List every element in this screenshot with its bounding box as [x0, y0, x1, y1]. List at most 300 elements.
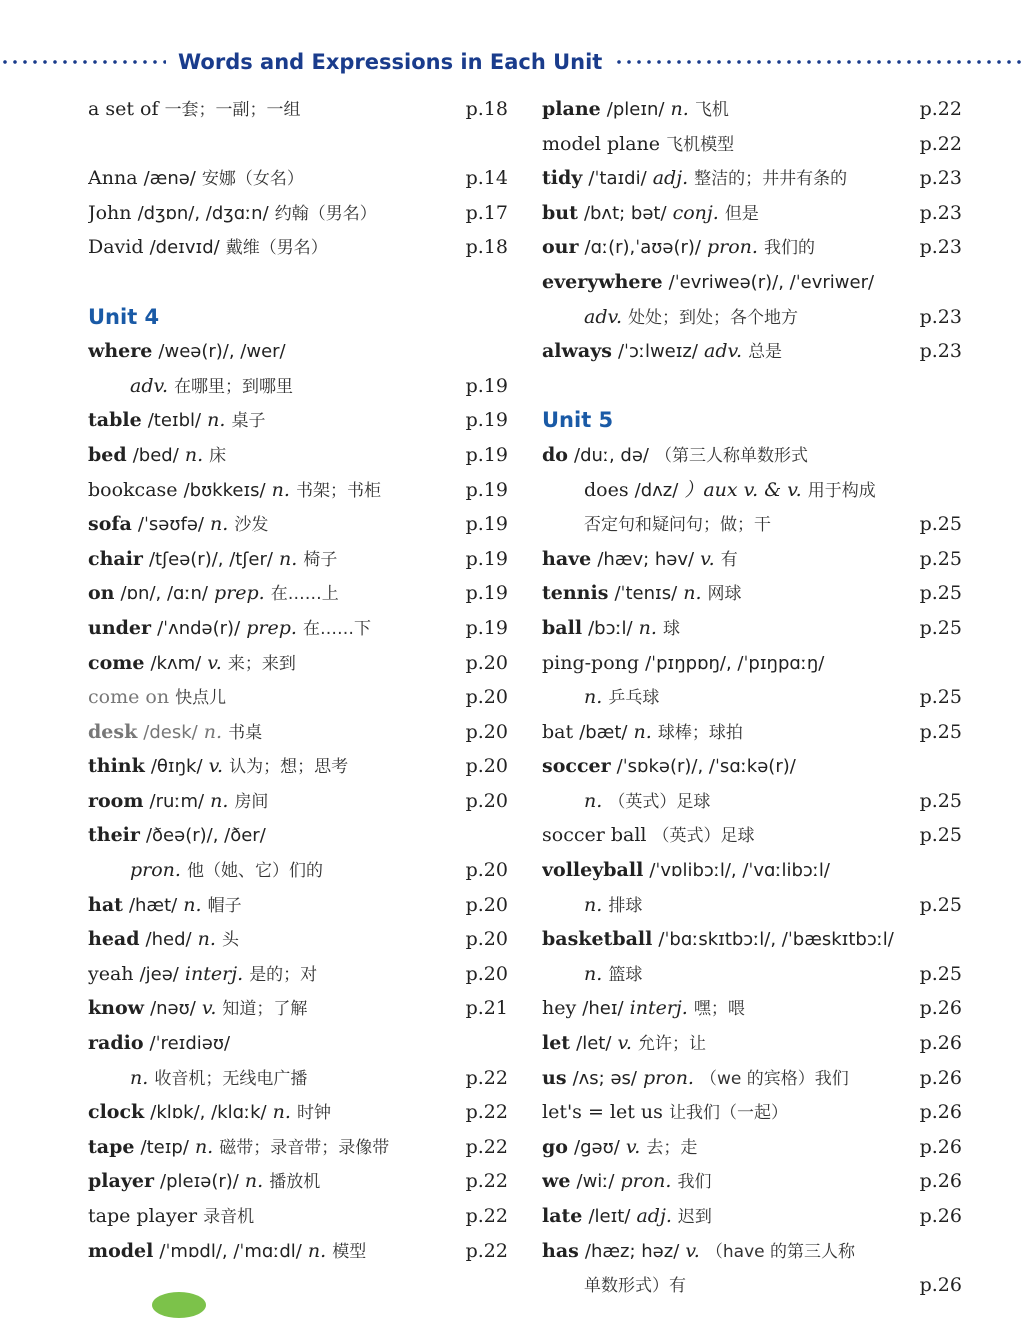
- headword: come on: [88, 686, 170, 709]
- headword: let: [542, 1032, 571, 1055]
- entry-text: [88, 957, 508, 993]
- part-of-speech: v.: [207, 651, 222, 674]
- part-of-speech: pron.: [130, 859, 181, 882]
- page-reference: p.25: [919, 513, 962, 536]
- entry-text: [88, 403, 508, 439]
- entry-text: [88, 438, 508, 474]
- phonetic: /hæv; həv/: [597, 548, 695, 570]
- definition: 让我们（一起）: [668, 1103, 788, 1124]
- phonetic: /teɪp/: [140, 1136, 189, 1158]
- definition: 球: [662, 618, 680, 639]
- headword: we: [542, 1170, 571, 1193]
- phonetic: /deɪvɪd/: [149, 237, 220, 259]
- headword: where: [88, 340, 153, 363]
- header-dots-left: [0, 59, 166, 65]
- vocab-entry: [542, 1199, 962, 1234]
- definition: 但是: [724, 203, 759, 224]
- definition: 来；来到: [227, 653, 296, 674]
- vocab-entry: [542, 265, 962, 300]
- headword: head: [88, 928, 140, 951]
- definition: 录音机: [203, 1207, 255, 1227]
- unit-title: Unit 4: [88, 304, 160, 329]
- headword: player: [88, 1170, 154, 1193]
- phonetic: /dʌz/: [634, 479, 679, 501]
- headword: Anna: [88, 167, 138, 190]
- page-reference: p.26: [919, 1274, 962, 1297]
- page-reference: p.19: [465, 547, 508, 570]
- vocab-entry: [88, 1026, 508, 1061]
- entry-text: [88, 196, 508, 232]
- headword: table: [88, 409, 142, 432]
- entry-text: [542, 818, 962, 854]
- entry-text: [88, 369, 508, 405]
- vocab-entry: [88, 1234, 508, 1269]
- headword: soccer: [542, 755, 611, 778]
- phonetic: /pleɪn/: [606, 99, 665, 120]
- vocab-entry: [88, 196, 508, 231]
- part-of-speech: pron.: [707, 236, 758, 259]
- vocab-entry: [88, 230, 508, 265]
- phonetic: /ˈreɪdiəʊ/: [149, 1033, 231, 1055]
- unit-heading: [542, 403, 962, 438]
- headword: David: [88, 236, 144, 259]
- headword: bat: [542, 720, 574, 743]
- vocab-entry: [542, 611, 962, 646]
- page-reference: p.26: [919, 1032, 962, 1055]
- page-reference: p.19: [465, 409, 508, 432]
- page-reference: p.23: [919, 167, 962, 190]
- part-of-speech: n.: [584, 962, 603, 985]
- phonetic: /ˈmɒdl/, /ˈmɑːdl/: [159, 1240, 302, 1262]
- page-reference: p.22: [465, 1066, 508, 1089]
- entry-text: [88, 991, 508, 1027]
- part-of-speech: n.: [584, 789, 603, 812]
- page-reference: p.17: [465, 201, 508, 224]
- page-reference: p.26: [919, 1066, 962, 1089]
- definition: 是的；对: [249, 964, 318, 985]
- entry-text: [88, 1199, 508, 1235]
- vocab-entry: [542, 1061, 962, 1096]
- vocab-entry: [88, 1199, 508, 1234]
- page-reference: p.22: [465, 1135, 508, 1158]
- phonetic: /klɒk/, /klɑːk/: [150, 1102, 267, 1124]
- entry-text: [542, 1026, 962, 1062]
- entry-text: [88, 853, 508, 889]
- part-of-speech: v.: [700, 547, 715, 570]
- entry-text: [542, 507, 962, 543]
- entry-text: [542, 196, 962, 232]
- phonetic: /hæz; həz/: [584, 1240, 680, 1262]
- vocab-entry: [88, 507, 508, 542]
- part-of-speech: n.: [203, 720, 223, 743]
- part-of-speech: n.: [130, 1066, 149, 1089]
- vocab-entry: [542, 576, 962, 611]
- phonetic: /duː, də/: [574, 444, 649, 466]
- page-reference: p.22: [919, 98, 962, 120]
- definition: 在……下: [302, 618, 371, 639]
- page-reference: p.22: [465, 1239, 508, 1262]
- part-of-speech: conj.: [672, 201, 719, 224]
- phonetic: /ænə/: [143, 168, 196, 190]
- entry-text: [542, 1268, 962, 1304]
- phonetic: /jeə/: [139, 963, 179, 985]
- entry-text: [88, 1061, 508, 1097]
- left-column: [88, 92, 508, 1268]
- header-dots-right: [614, 59, 1024, 65]
- phonetic: /wiː/: [576, 1171, 615, 1193]
- definition: 总是: [748, 342, 783, 363]
- phonetic: /ðeə(r)/, /ðer/: [145, 825, 266, 847]
- part-of-speech: n.: [683, 582, 702, 605]
- phonetic: /let/: [576, 1033, 612, 1055]
- entry-text: [88, 507, 508, 543]
- definition: 允许；让: [638, 1034, 707, 1055]
- page-reference: p.20: [465, 962, 508, 985]
- entry-text: [542, 922, 962, 958]
- vocab-entry: [88, 853, 508, 888]
- entry-text: [88, 1130, 508, 1166]
- definition: 我们: [677, 1172, 712, 1193]
- entry-text: [88, 1234, 508, 1270]
- definition: 篮球: [608, 964, 643, 985]
- vocab-entry: [88, 92, 508, 127]
- headword: yeah: [88, 962, 134, 985]
- definition: 房间: [234, 791, 269, 812]
- vocab-entry: [542, 300, 962, 335]
- vocab-entry: [88, 403, 508, 438]
- page-reference: p.21: [465, 997, 508, 1020]
- spacer: [88, 265, 508, 300]
- page-reference: p.20: [465, 893, 508, 916]
- headword: basketball: [542, 928, 653, 951]
- entry-text: [88, 161, 508, 197]
- phonetic: /bʌt; bət/: [583, 202, 667, 224]
- entry-text: [542, 784, 962, 820]
- phonetic: /bʊkkeɪs/: [183, 479, 266, 501]
- page-reference: p.19: [465, 513, 508, 536]
- part-of-speech: n.: [210, 789, 229, 812]
- phonetic: /ʌs; əs/: [572, 1067, 637, 1089]
- part-of-speech: interj.: [184, 962, 244, 985]
- vocab-entry: [88, 1061, 508, 1096]
- entry-text: [88, 473, 508, 509]
- phonetic: /heɪ/: [582, 998, 624, 1020]
- entry-text: [542, 1130, 962, 1166]
- phonetic: /ˈʌndə(r)/: [157, 617, 241, 639]
- entry-text: [542, 957, 962, 993]
- part-of-speech: n.: [271, 478, 290, 501]
- definition: 嘿；喂: [693, 999, 745, 1020]
- headword: tennis: [542, 582, 609, 605]
- entry-text: [542, 1164, 962, 1200]
- entry-text: [542, 542, 962, 578]
- vocab-entry: [542, 853, 962, 888]
- definition: （have 的第三人称: [705, 1241, 856, 1262]
- page-reference: p.25: [919, 547, 962, 570]
- page-reference: p.19: [465, 443, 508, 466]
- entry-text: [542, 161, 962, 197]
- part-of-speech: pron.: [620, 1170, 672, 1193]
- page-reference: p.19: [465, 374, 508, 397]
- definition: 否定句和疑问句；做；干: [584, 515, 771, 536]
- definition: 头: [221, 930, 239, 951]
- headword: know: [88, 997, 145, 1020]
- page-reference: p.20: [465, 789, 508, 812]
- definition: （英式）足球: [652, 826, 755, 847]
- page-reference: p.23: [919, 236, 962, 259]
- headword: hey: [542, 997, 577, 1020]
- phonetic: /ˈbɑːskɪtbɔːl/, /ˈbæskɪtbɔːl/: [658, 929, 894, 951]
- page-reference: p.22: [465, 1170, 508, 1193]
- entry-text: [542, 715, 962, 751]
- part-of-speech: n.: [197, 928, 216, 951]
- entry-text: [88, 1026, 508, 1062]
- phonetic: /gəʊ/: [574, 1136, 620, 1158]
- headword: late: [542, 1205, 583, 1227]
- part-of-speech: n.: [194, 1135, 214, 1158]
- headword: soccer ball: [542, 824, 647, 847]
- definition: 排球: [608, 895, 643, 916]
- entry-text: [88, 1164, 508, 1200]
- phonetic: /ˈsɒkə(r)/, /ˈsɑːkə(r)/: [616, 756, 796, 778]
- entry-text: [542, 334, 962, 370]
- part-of-speech: n.: [272, 1101, 291, 1124]
- headword: John: [88, 201, 132, 224]
- part-of-speech: n.: [244, 1170, 264, 1193]
- phonetic: /ɑː(r),ˈaʊə(r)/: [584, 237, 701, 259]
- vocab-entry: [88, 991, 508, 1026]
- headword: model: [88, 1239, 154, 1262]
- headword: a set of: [88, 98, 159, 120]
- headword: everywhere: [542, 270, 663, 293]
- vocab-entry: [88, 715, 508, 750]
- definition: 单数形式）有: [584, 1276, 686, 1297]
- page-reference: p.20: [465, 720, 508, 743]
- vocab-entry: [542, 957, 962, 992]
- right-column: [542, 92, 962, 1303]
- phonetic: /ˈvɒlibɔːl/, /ˈvɑːlibɔːl/: [649, 860, 830, 882]
- page-reference: p.25: [919, 686, 962, 709]
- part-of-speech: adj.: [636, 1205, 672, 1227]
- entry-text: [542, 680, 962, 716]
- headword: clock: [88, 1101, 145, 1124]
- page-reference: p.22: [919, 132, 962, 155]
- phonetic: /kʌm/: [150, 652, 202, 674]
- entry-text: [88, 646, 508, 682]
- vocab-entry: [542, 680, 962, 715]
- headword: come: [88, 651, 145, 674]
- vocab-entry: [542, 922, 962, 957]
- definition: 乒乓球: [608, 688, 660, 709]
- phonetic: /θɪŋk/: [150, 756, 203, 778]
- vocab-entry: [88, 888, 508, 923]
- headword: tape player: [88, 1205, 198, 1227]
- definition: 网球: [707, 584, 742, 605]
- entry-text: [88, 922, 508, 958]
- headword: model plane: [542, 132, 661, 155]
- definition: 戴维（男名）: [225, 238, 328, 259]
- entry-text: [542, 853, 962, 889]
- definition: 约翰（男名）: [274, 203, 377, 224]
- page-reference: p.18: [465, 236, 508, 259]
- phonetic: /ɒn/, /ɑːn/: [120, 583, 208, 605]
- phonetic: /nəʊ/: [150, 998, 196, 1020]
- page-reference: p.22: [465, 1205, 508, 1227]
- page-reference: p.25: [919, 616, 962, 639]
- headword: bookcase: [88, 478, 178, 501]
- phonetic: /ˈɔːlweɪz/: [617, 341, 698, 363]
- vocab-entry: [88, 818, 508, 853]
- part-of-speech: n.: [210, 513, 229, 536]
- entry-text: [542, 611, 962, 647]
- definition: 一套；一副；一组: [164, 100, 301, 120]
- phonetic: /tʃeə(r)/, /tʃer/: [148, 548, 273, 570]
- phonetic: /ˈtenɪs/: [614, 583, 678, 605]
- headword: plane: [542, 98, 601, 120]
- phonetic: /teɪbl/: [147, 410, 202, 432]
- definition: 时钟: [296, 1103, 331, 1124]
- headword: always: [542, 340, 612, 363]
- part-of-speech: n.: [279, 547, 298, 570]
- part-of-speech: adj.: [652, 167, 689, 190]
- entry-text: [88, 818, 508, 854]
- page-reference: p.20: [465, 686, 508, 709]
- headword: us: [542, 1066, 567, 1089]
- page-reference: p.26: [919, 997, 962, 1020]
- page-reference: p.20: [465, 928, 508, 951]
- phonetic: /dʒɒn/, /dʒɑːn/: [137, 202, 269, 224]
- page-reference: p.18: [465, 98, 508, 120]
- part-of-speech: n.: [584, 893, 603, 916]
- page-reference: p.14: [465, 167, 508, 190]
- definition: 椅子: [303, 549, 338, 570]
- headword: but: [542, 201, 578, 224]
- page-reference: p.23: [919, 340, 962, 363]
- definition: 在……上: [270, 584, 339, 605]
- definition: 床: [209, 445, 227, 466]
- part-of-speech: prep.: [214, 582, 265, 605]
- vocab-entry: [88, 646, 508, 681]
- part-of-speech: v.: [208, 755, 224, 778]
- vocab-entry: [88, 611, 508, 646]
- vocab-entry: [542, 438, 962, 473]
- vocab-entry: [542, 818, 962, 853]
- entry-text: [542, 576, 962, 612]
- phonetic: /ˈevriweə(r)/, /ˈevriwer/: [668, 271, 875, 293]
- headword: have: [542, 547, 592, 570]
- entry-text: [88, 92, 508, 128]
- headword: has: [542, 1239, 579, 1262]
- entry-text: [88, 1095, 508, 1131]
- page-reference: p.25: [919, 962, 962, 985]
- entry-text: [542, 1095, 962, 1131]
- entry-text: [542, 127, 962, 163]
- headword: desk: [88, 720, 138, 743]
- definition: 在哪里；到哪里: [174, 376, 294, 397]
- part-of-speech: pron.: [643, 1066, 694, 1089]
- vocab-entry: [542, 161, 962, 196]
- part-of-speech: v.: [625, 1135, 641, 1158]
- part-of-speech: interj.: [629, 997, 688, 1020]
- spacer: [88, 127, 508, 162]
- headword: their: [88, 824, 140, 847]
- vocab-entry: [88, 680, 508, 715]
- page-reference: p.23: [919, 305, 962, 328]
- part-of-speech: prep.: [246, 616, 297, 639]
- entry-text: [88, 888, 508, 924]
- vocab-entry: [542, 473, 962, 508]
- vocab-entry: [88, 1095, 508, 1130]
- definition: 他（她、它）们的: [187, 861, 324, 882]
- entry-text: [542, 1061, 962, 1097]
- vocab-entry: [88, 1164, 508, 1199]
- vocab-entry: [542, 334, 962, 369]
- definition: 球棒；球拍: [657, 722, 743, 743]
- page-reference: p.26: [919, 1101, 962, 1124]
- headword: let's = let us: [542, 1101, 663, 1124]
- phonetic: /leɪt/: [588, 1206, 631, 1227]
- vocab-entry: [88, 576, 508, 611]
- headword: on: [88, 582, 115, 605]
- entry-text: [542, 230, 962, 266]
- headword: chair: [88, 547, 143, 570]
- page-reference: p.26: [919, 1170, 962, 1193]
- vocab-entry: [542, 784, 962, 819]
- vocab-entry: [542, 1095, 962, 1130]
- definition: 书架；书柜: [295, 480, 381, 501]
- vocab-entry: [88, 438, 508, 473]
- part-of-speech: v.: [201, 997, 217, 1020]
- definition: 磁带；录音带；录像带: [219, 1137, 390, 1158]
- definition: 认为；想；思考: [229, 757, 349, 778]
- vocab-entry: [88, 542, 508, 577]
- phonetic: /hæt/: [128, 894, 178, 916]
- entry-text: [542, 646, 962, 682]
- headword: do: [542, 443, 568, 466]
- page-reference: p.19: [465, 582, 508, 605]
- vocab-entry: [542, 127, 962, 162]
- definition: 我们的: [764, 238, 816, 259]
- entry-text: [88, 784, 508, 820]
- part-of-speech: v.: [617, 1032, 632, 1055]
- entry-text: [542, 1234, 962, 1270]
- headword: ping-pong: [542, 651, 640, 674]
- part-of-speech: n.: [184, 443, 204, 466]
- part-of-speech: ）aux v. & v.: [684, 478, 802, 501]
- headword: hat: [88, 893, 123, 916]
- vocab-entry: [542, 749, 962, 784]
- entry-text: [88, 230, 508, 266]
- definition: （第三人称单数形式: [655, 445, 809, 466]
- definition: 有: [720, 549, 738, 570]
- phonetic: /ˈsəʊfə/: [137, 514, 204, 536]
- part-of-speech: adv.: [584, 305, 623, 328]
- vocab-entry: [542, 715, 962, 750]
- part-of-speech: n.: [670, 98, 689, 120]
- headword: room: [88, 789, 144, 812]
- entry-text: [88, 715, 508, 751]
- headword: tidy: [542, 167, 583, 190]
- vocab-entry: [542, 542, 962, 577]
- entry-text: [542, 265, 962, 301]
- entry-text: [542, 473, 962, 509]
- part-of-speech: v.: [685, 1239, 700, 1262]
- entry-text: [542, 1199, 962, 1235]
- vocab-entry: [542, 1164, 962, 1199]
- part-of-speech: adv.: [130, 374, 169, 397]
- vocab-entry: [542, 1026, 962, 1061]
- entry-text: [88, 680, 508, 716]
